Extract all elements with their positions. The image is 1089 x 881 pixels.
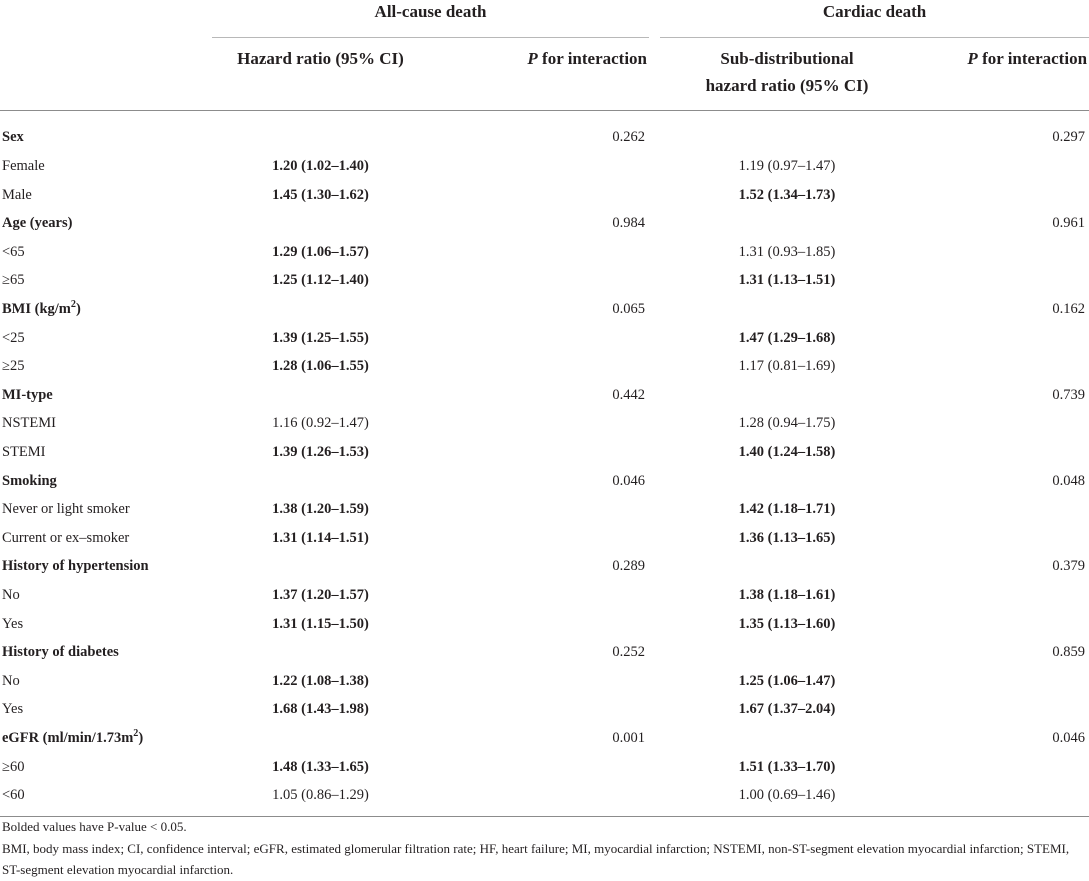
- cardiac-death-header: Cardiac death: [660, 0, 1089, 38]
- all-cause-death-header: All-cause death: [212, 0, 649, 38]
- sub-distributional-hr-cell: 1.47 (1.29–1.68): [738, 329, 836, 346]
- sub-distributional-hr-cell: 1.42 (1.18–1.71): [738, 501, 836, 518]
- sub-distributional-hr-cell: [660, 724, 914, 753]
- subgroup-row: [0, 781, 1089, 816]
- subgroup-label: Male: [2, 186, 32, 203]
- p-interaction-all-cause-cell: 0.262: [612, 129, 646, 146]
- hazard-ratio-cell: 1.37 (1.20–1.57): [272, 586, 369, 603]
- p-interaction-all-cause-cell: [429, 781, 649, 816]
- label-text: BMI (kg/m: [2, 301, 71, 318]
- p-interaction-cardiac-cell: [914, 352, 1089, 381]
- abbreviations-note: BMI, body mass index; CI, confidence interval; eGFR, estimated glomerular filtration rate; HF, heart failure; MI, myocardial infarction; NSTEMI, non-ST-segment elevation myocardial infarction; STEMI, ST-segment elevation myocardial infarction.: [2, 840, 1070, 877]
- p-interaction-all-cause-cell: [429, 752, 649, 781]
- category-label: History of diabetes: [2, 644, 119, 661]
- gap-cell: [649, 409, 660, 438]
- table-footnotes: [2, 816, 1087, 881]
- p-interaction-cardiac-cell: 0.297: [1052, 129, 1086, 146]
- group-header-row: [0, 0, 1089, 38]
- sub-distributional-hr-cell: 1.17 (0.81–1.69): [738, 358, 836, 375]
- gap-cell: [649, 209, 660, 238]
- p-interaction-all-cause-cell: 0.065: [612, 301, 646, 318]
- subgroup-label: <65: [2, 243, 25, 260]
- label-text: eGFR (ml/min/1.73m: [2, 729, 134, 746]
- p-interaction-cardiac-cell: [914, 781, 1089, 816]
- subgroup-row: [0, 695, 1089, 724]
- p-interaction-all-cause-cell: 0.442: [612, 386, 646, 403]
- hazard-ratio-cell: 1.48 (1.33–1.65): [272, 758, 369, 775]
- p-interaction-cardiac-cell: [914, 324, 1089, 353]
- hazard-ratio-cell: 1.68 (1.43–1.98): [272, 701, 369, 718]
- sub-distributional-hr-cell: 1.28 (0.94–1.75): [738, 415, 836, 432]
- hazard-ratio-cell: 1.45 (1.30–1.62): [272, 186, 369, 203]
- p-interaction-all-cause-cell: 0.984: [612, 215, 646, 232]
- p-interaction-all-cause-cell: [429, 610, 649, 639]
- p-interaction-all-cause-cell: [429, 238, 649, 267]
- hazard-ratio-cell: 1.29 (1.06–1.57): [272, 243, 369, 260]
- p-interaction-all-cause-cell: [429, 152, 649, 181]
- hazard-ratio-cell: [212, 467, 429, 496]
- p-interaction-cardiac-cell: [914, 524, 1089, 553]
- sub-distributional-hr-cell: 1.52 (1.34–1.73): [738, 186, 836, 203]
- sdhr-header-line2: hazard ratio (95% CI): [705, 76, 869, 95]
- hazard-ratio-cell: 1.22 (1.08–1.38): [272, 672, 369, 689]
- category-row: [0, 295, 1089, 324]
- p-italic: P: [527, 49, 538, 68]
- sdhr-header-line1: Sub-distributional: [720, 49, 854, 68]
- hazard-ratio-cell: 1.39 (1.25–1.55): [272, 329, 369, 346]
- p-interaction-all-cause-cell: [429, 667, 649, 696]
- subgroup-row: [0, 610, 1089, 639]
- sub-distributional-hr-cell: [660, 111, 914, 153]
- hazard-ratio-cell: [212, 209, 429, 238]
- hazard-ratio-cell: 1.05 (0.86–1.29): [212, 781, 429, 816]
- p-interaction-cardiac-cell: [914, 409, 1089, 438]
- subheader-gap: [649, 38, 660, 111]
- p-interaction-cardiac-cell: [914, 238, 1089, 267]
- subgroup-label: Yes: [2, 615, 24, 632]
- sub-distributional-hr-cell: 1.67 (1.37–2.04): [738, 701, 836, 718]
- sub-distributional-hr-cell: 1.36 (1.13–1.65): [738, 529, 836, 546]
- category-label: MI-type: [2, 386, 53, 403]
- hazard-ratio-cell: 1.20 (1.02–1.40): [272, 158, 369, 175]
- p-interaction-cardiac-cell: [914, 752, 1089, 781]
- p-interaction-all-cause-cell: [429, 581, 649, 610]
- subgroup-row: [0, 581, 1089, 610]
- hazard-ratio-cell: 1.39 (1.26–1.53): [272, 443, 369, 460]
- p-interaction-all-cause-cell: [429, 181, 649, 210]
- bold-values-note: Bolded values have P-value < 0.05.: [2, 819, 187, 834]
- sub-distributional-hr-cell: 1.38 (1.18–1.61): [738, 586, 836, 603]
- subgroup-row: [0, 438, 1089, 467]
- hazard-ratio-cell: 1.28 (1.06–1.55): [272, 358, 369, 375]
- p-interaction-cardiac-cell: 0.739: [1052, 386, 1086, 403]
- label-superscript: 2: [70, 299, 76, 311]
- hazard-ratio-cell: [212, 724, 429, 753]
- p-interaction-cardiac-cell: [914, 266, 1089, 295]
- gap-cell: [649, 438, 660, 467]
- subgroup-row: [0, 324, 1089, 353]
- subgroup-label: No: [2, 672, 20, 689]
- p-interaction-all-cause-cell: 0.289: [612, 558, 646, 575]
- hazard-ratio-cell: [212, 295, 429, 324]
- p-interaction-all-cause-cell: [429, 695, 649, 724]
- p-interaction-cardiac-cell: [914, 695, 1089, 724]
- gap-cell: [649, 524, 660, 553]
- gap-cell: [649, 724, 660, 753]
- subgroup-label: <25: [2, 329, 25, 346]
- subgroup-row: [0, 752, 1089, 781]
- label-text-end: ): [138, 729, 144, 746]
- gap-cell: [649, 238, 660, 267]
- category-label: Age (years): [2, 215, 73, 232]
- p-interaction-cardiac-cell: 0.961: [1052, 215, 1086, 232]
- sub-distributional-hr-cell: 1.35 (1.13–1.60): [738, 615, 836, 632]
- sub-distributional-hr-cell: [660, 638, 914, 667]
- gap-cell: [649, 495, 660, 524]
- hazard-ratio-cell: [212, 381, 429, 410]
- blank-subheader-cell: [0, 38, 212, 111]
- blank-header-cell: [0, 0, 212, 38]
- p-italic: P: [967, 49, 978, 68]
- p-interaction-header-all-cause: [429, 38, 649, 111]
- subgroup-label: <60: [0, 781, 212, 816]
- p-interaction-cardiac-cell: [914, 152, 1089, 181]
- p-interaction-cardiac-cell: [914, 181, 1089, 210]
- category-row: [0, 111, 1089, 153]
- category-row: [0, 381, 1089, 410]
- p-interaction-all-cause-cell: [429, 495, 649, 524]
- sub-distributional-hr-cell: 1.00 (0.69–1.46): [660, 781, 914, 816]
- subgroup-label: NSTEMI: [2, 415, 56, 432]
- table-body: [0, 111, 1089, 817]
- p-interaction-cardiac-cell: [914, 667, 1089, 696]
- header-gap: [649, 0, 660, 38]
- gap-cell: [649, 381, 660, 410]
- sub-distributional-hr-cell: [660, 467, 914, 496]
- p-header-rest: for interaction: [977, 49, 1088, 68]
- p-interaction-all-cause-cell: [429, 409, 649, 438]
- gap-cell: [649, 781, 660, 816]
- hazard-ratio-header: Hazard ratio (95% CI): [212, 38, 429, 111]
- category-label: History of hypertension: [2, 558, 149, 575]
- sub-distributional-hr-cell: 1.25 (1.06–1.47): [738, 672, 836, 689]
- p-interaction-cardiac-cell: [914, 438, 1089, 467]
- gap-cell: [649, 610, 660, 639]
- sub-distributional-hr-cell: [660, 552, 914, 581]
- subgroup-label: Current or ex–smoker: [2, 529, 130, 546]
- subgroup-row: [0, 352, 1089, 381]
- p-interaction-cardiac-cell: 0.162: [1052, 301, 1086, 318]
- category-row: [0, 724, 1089, 753]
- category-label: Sex: [2, 129, 24, 146]
- sub-distributional-hr-cell: [660, 209, 914, 238]
- p-interaction-all-cause-cell: [429, 524, 649, 553]
- column-header-row: [0, 38, 1089, 111]
- gap-cell: [649, 181, 660, 210]
- subgroup-label: STEMI: [2, 443, 46, 460]
- hazard-ratio-cell: 1.16 (0.92–1.47): [272, 415, 369, 432]
- gap-cell: [649, 752, 660, 781]
- hazard-ratio-cell: [212, 111, 429, 153]
- gap-cell: [649, 152, 660, 181]
- sub-distributional-hr-cell: [660, 295, 914, 324]
- gap-cell: [649, 552, 660, 581]
- gap-cell: [649, 352, 660, 381]
- subgroup-row: [0, 238, 1089, 267]
- subgroup-row: [0, 266, 1089, 295]
- subgroup-row: [0, 409, 1089, 438]
- p-interaction-all-cause-cell: [429, 266, 649, 295]
- gap-cell: [649, 266, 660, 295]
- p-interaction-cardiac-cell: [914, 495, 1089, 524]
- subgroup-label: Yes: [2, 701, 24, 718]
- subgroup-label: ≥25: [2, 358, 25, 375]
- sub-distributional-hr-cell: [660, 381, 914, 410]
- p-interaction-all-cause-cell: [429, 324, 649, 353]
- gap-cell: [649, 695, 660, 724]
- gap-cell: [649, 638, 660, 667]
- p-interaction-cardiac-cell: [914, 581, 1089, 610]
- hazard-ratio-cell: [212, 552, 429, 581]
- category-row: [0, 552, 1089, 581]
- category-row: [0, 638, 1089, 667]
- hazard-ratio-cell: 1.31 (1.14–1.51): [272, 529, 369, 546]
- subgroup-label: Female: [2, 158, 45, 175]
- hazard-ratio-cell: 1.31 (1.15–1.50): [272, 615, 369, 632]
- sub-distributional-hr-cell: 1.31 (1.13–1.51): [738, 272, 836, 289]
- p-interaction-all-cause-cell: [429, 438, 649, 467]
- p-interaction-cardiac-cell: 0.046: [1052, 729, 1086, 746]
- sub-distributional-hr-header: [660, 38, 914, 111]
- p-header-rest: for interaction: [537, 49, 648, 68]
- sub-distributional-hr-cell: 1.31 (0.93–1.85): [738, 243, 836, 260]
- subgroup-row: [0, 667, 1089, 696]
- label-superscript: 2: [133, 728, 139, 740]
- label-text-end: ): [75, 301, 81, 318]
- subgroup-label: No: [2, 586, 20, 603]
- subgroup-row: [0, 495, 1089, 524]
- subgroup-row: [0, 524, 1089, 553]
- subgroup-row: [0, 181, 1089, 210]
- subgroup-label: ≥60: [2, 758, 25, 775]
- p-interaction-cardiac-cell: 0.859: [1052, 644, 1086, 661]
- p-interaction-cardiac-cell: 0.379: [1052, 558, 1086, 575]
- p-interaction-all-cause-cell: 0.046: [612, 472, 646, 489]
- gap-cell: [649, 467, 660, 496]
- subgroup-label: Never or light smoker: [2, 501, 130, 518]
- sub-distributional-hr-cell: 1.40 (1.24–1.58): [738, 443, 836, 460]
- p-interaction-all-cause-cell: [429, 352, 649, 381]
- category-row: [0, 209, 1089, 238]
- subgroup-label: ≥65: [2, 272, 25, 289]
- category-label: [0, 724, 212, 753]
- p-interaction-cardiac-cell: [914, 610, 1089, 639]
- sub-distributional-hr-cell: 1.19 (0.97–1.47): [738, 158, 836, 175]
- p-interaction-all-cause-cell: 0.252: [612, 644, 646, 661]
- p-interaction-all-cause-cell: 0.001: [612, 729, 646, 746]
- hazard-ratio-cell: 1.25 (1.12–1.40): [272, 272, 369, 289]
- gap-cell: [649, 667, 660, 696]
- gap-cell: [649, 324, 660, 353]
- hazard-ratio-cell: 1.38 (1.20–1.59): [272, 501, 369, 518]
- subgroup-row: [0, 152, 1089, 181]
- gap-cell: [649, 111, 660, 153]
- gap-cell: [649, 581, 660, 610]
- p-interaction-header-cardiac: [914, 38, 1089, 111]
- sub-distributional-hr-cell: 1.51 (1.33–1.70): [738, 758, 836, 775]
- category-label: Smoking: [2, 472, 57, 489]
- hazard-ratio-cell: [212, 638, 429, 667]
- category-row: [0, 467, 1089, 496]
- p-interaction-cardiac-cell: 0.048: [1052, 472, 1086, 489]
- gap-cell: [649, 295, 660, 324]
- category-label: [0, 295, 212, 324]
